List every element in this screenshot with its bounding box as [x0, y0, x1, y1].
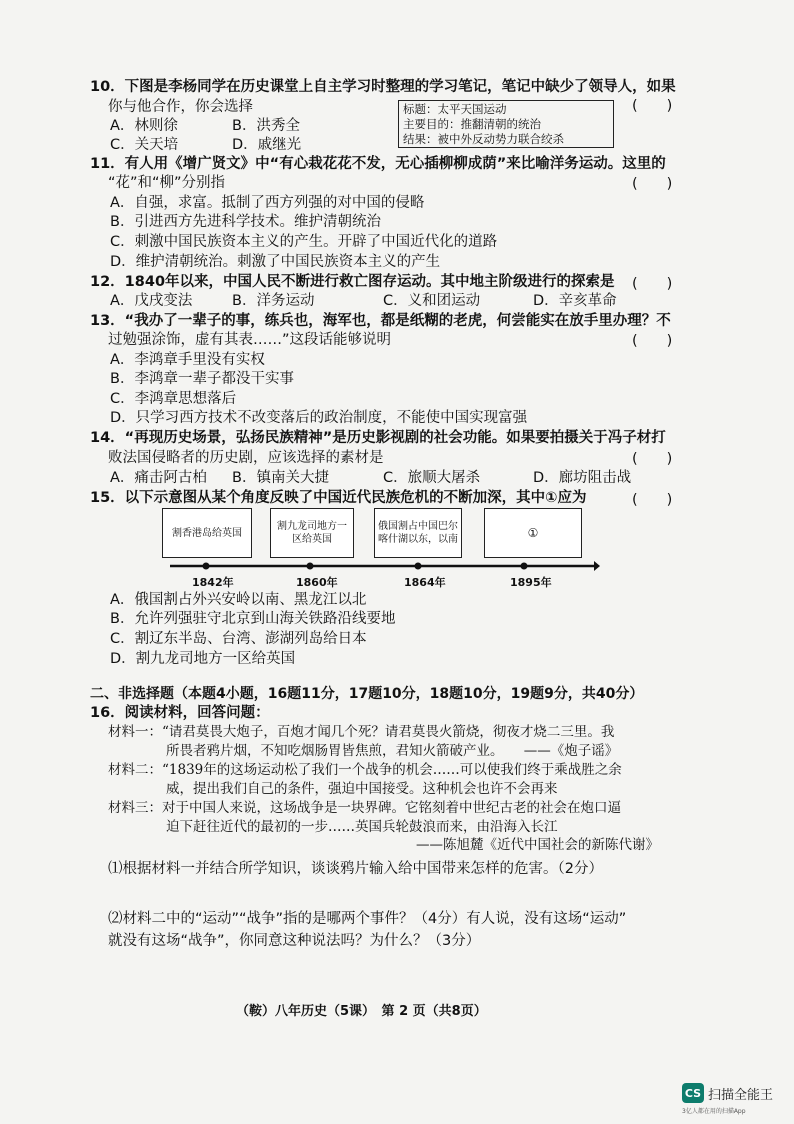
- q14-option-b: B．镇南关大捷: [232, 470, 329, 486]
- q16-subquestion-1: ⑴根据材料一并结合所学知识，谈谈鸦片输入给中国带来怎样的危害。（2分）: [108, 861, 603, 877]
- note-result: 结果：被中外反动势力联合绞杀: [403, 132, 564, 146]
- material3-line1: 材料三：对于中国人来说，这场战争是一块界碑。它铭刻着中世纪古老的社会在炮口逼: [108, 800, 621, 816]
- q14-option-a: A．痛击阿古柏: [110, 470, 207, 486]
- page-footer: （鞍）八年历史（5课） 第 2 页（共8页）: [236, 1004, 487, 1019]
- camscanner-logo-icon: CS: [682, 1083, 704, 1103]
- q16-subquestion-2-line1: ⑵材料二中的“运动”“战争”指的是哪两个事件？（4分）有人说，没有这场“运动”: [108, 911, 627, 927]
- q16-title: 16．阅读材料，回答问题：: [90, 705, 270, 721]
- q12-option-c: C．义和团运动: [383, 293, 481, 309]
- camscanner-tagline: 3亿人都在用的扫描App: [682, 1108, 746, 1115]
- q10-option-b: B．洪秀全: [232, 118, 300, 134]
- q10-answer-paren: ( ): [632, 98, 673, 114]
- q15-option-b: B．允许列强驻守北京到山海关铁路沿线要地: [110, 611, 396, 627]
- timeline-box-1842: 割香港岛给英国: [162, 508, 252, 558]
- q14-answer-paren: ( ): [632, 451, 673, 467]
- q15-option-a: A．俄国割占外兴安岭以南、黑龙江以北: [110, 592, 367, 608]
- timeline-dot-1895: [521, 563, 528, 570]
- camscanner-name: 扫描全能王: [708, 1088, 774, 1103]
- q15-option-c: C．割辽东半岛、台湾、澎湖列岛给日本: [110, 631, 367, 647]
- material2-line2: 威，提出我们自己的条件，强迫中国接受。这种机会也许不会再来: [166, 781, 558, 797]
- material1-line2: 所畏者鸦片烟，不知吃烟肠胃皆焦煎，君知火箭破产业。 ——《炮子谣》: [166, 743, 619, 759]
- timeline-box-1860: 割九龙司地方一区给英国: [270, 508, 354, 558]
- q13-option-a: A．李鸿章手里没有实权: [110, 352, 265, 368]
- q10-option-d: D．戚继光: [232, 137, 302, 153]
- q11-line2: “花”和“柳”分别指: [108, 175, 226, 191]
- q15-option-d: D．割九龙司地方一区给英国: [110, 651, 296, 667]
- material3-source: ——陈旭麓《近代中国社会的新陈代谢》: [416, 837, 659, 853]
- q12-answer-paren: ( ): [632, 276, 673, 292]
- timeline-box-1895: ①: [484, 508, 582, 558]
- q13-line1: 13．“我办了一辈子的事，练兵也，海军也，都是纸糊的老虎，何尝能实在放手里办理？不: [90, 313, 671, 329]
- q10-option-a: A．林则徐: [110, 118, 178, 134]
- q10-study-note: [398, 100, 614, 148]
- q16-subquestion-2-line2: 就没有这场“战争”，你同意这种说法吗？为什么？（3分）: [108, 933, 481, 949]
- q10-line1: 10．下图是李杨同学在历史课堂上自主学习时整理的学习笔记，笔记中缺少了领导人，如果: [90, 79, 676, 95]
- material1-line1: 材料一：“请君莫畏大炮子，百炮才闻几个死？请君莫畏火箭烧，彻夜才烧二三里。我: [108, 724, 615, 740]
- q12-option-a: A．戊戌变法: [110, 293, 193, 309]
- timeline-dot-1842: [203, 563, 210, 570]
- q12-option-d: D．辛亥革命: [533, 293, 617, 309]
- section2-title: 二、非选择题（本题4小题，16题11分，17题10分，18题10分，19题9分，共40分）: [90, 686, 644, 702]
- q15-answer-paren: ( ): [632, 492, 673, 508]
- timeline-year-1842: 1842年: [192, 576, 234, 589]
- q14-line1: 14．“再现历史场景，弘扬民族精神”是历史影视剧的社会功能。如果要拍摄关于冯子材打: [90, 430, 666, 446]
- timeline-year-1860: 1860年: [296, 576, 338, 589]
- q13-option-d: D．只学习西方技术不改变落后的政治制度，不能使中国实现富强: [110, 410, 528, 426]
- note-goal: 主要目的：推翻清朝的统治: [403, 117, 541, 131]
- q14-line2: 败法国侵略者的历史剧，应该选择的素材是: [108, 450, 384, 466]
- timeline-year-1895: 1895年: [510, 576, 552, 589]
- q11-line1: 11．有人用《增广贤文》中“有心栽花花不发，无心插柳柳成荫”来比喻洋务运动。这里的: [90, 156, 666, 172]
- q14-option-c: C．旅顺大屠杀: [383, 470, 481, 486]
- material3-line2: 迫下赶往近代的最初的一步……英国兵轮鼓浪而来，由沿海入长江: [166, 819, 558, 835]
- timeline-box-1864: 俄国割占中国巴尔喀什湖以东，以南: [374, 508, 462, 558]
- q13-option-c: C．李鸿章思想落后: [110, 391, 237, 407]
- note-title: 标题：太平天国运动: [403, 102, 507, 116]
- q13-line2: 过勉强涂饰，虚有其表……”这段话能够说明: [108, 332, 392, 348]
- q11-option-d: D．维护清朝统治。刺激了中国民族资本主义的产生: [110, 254, 441, 270]
- timeline-dot-1864: [415, 563, 422, 570]
- q15-line1: 15．以下示意图从某个角度反映了中国近代民族危机的不断加深，其中①应为: [90, 490, 587, 506]
- q11-option-a: A．自强，求富。抵制了西方列强的对中国的侵略: [110, 195, 425, 211]
- timeline-dot-1860: [307, 563, 314, 570]
- q10-line2: 你与他合作，你会选择: [108, 99, 253, 115]
- q12-option-b: B．洋务运动: [232, 293, 315, 309]
- timeline-year-1864: 1864年: [404, 576, 446, 589]
- q11-option-b: B．引进西方先进科学技术。维护清朝统治: [110, 214, 381, 230]
- material2-line1: 材料二：“1839年的这场运动松了我们一个战争的机会……可以使我们终于乘战胜之余: [108, 762, 622, 778]
- q14-option-d: D．廊坊阻击战: [533, 470, 632, 486]
- q13-option-b: B．李鸿章一辈子都没干实事: [110, 371, 294, 387]
- q12-line1: 12．1840年以来，中国人民不断进行救亡图存运动。其中地主阶级进行的探索是: [90, 274, 615, 290]
- q13-answer-paren: ( ): [632, 333, 673, 349]
- q11-option-c: C．刺激中国民族资本主义的产生。开辟了中国近代化的道路: [110, 234, 498, 250]
- q10-option-c: C．关天培: [110, 137, 179, 153]
- q11-answer-paren: ( ): [632, 176, 673, 192]
